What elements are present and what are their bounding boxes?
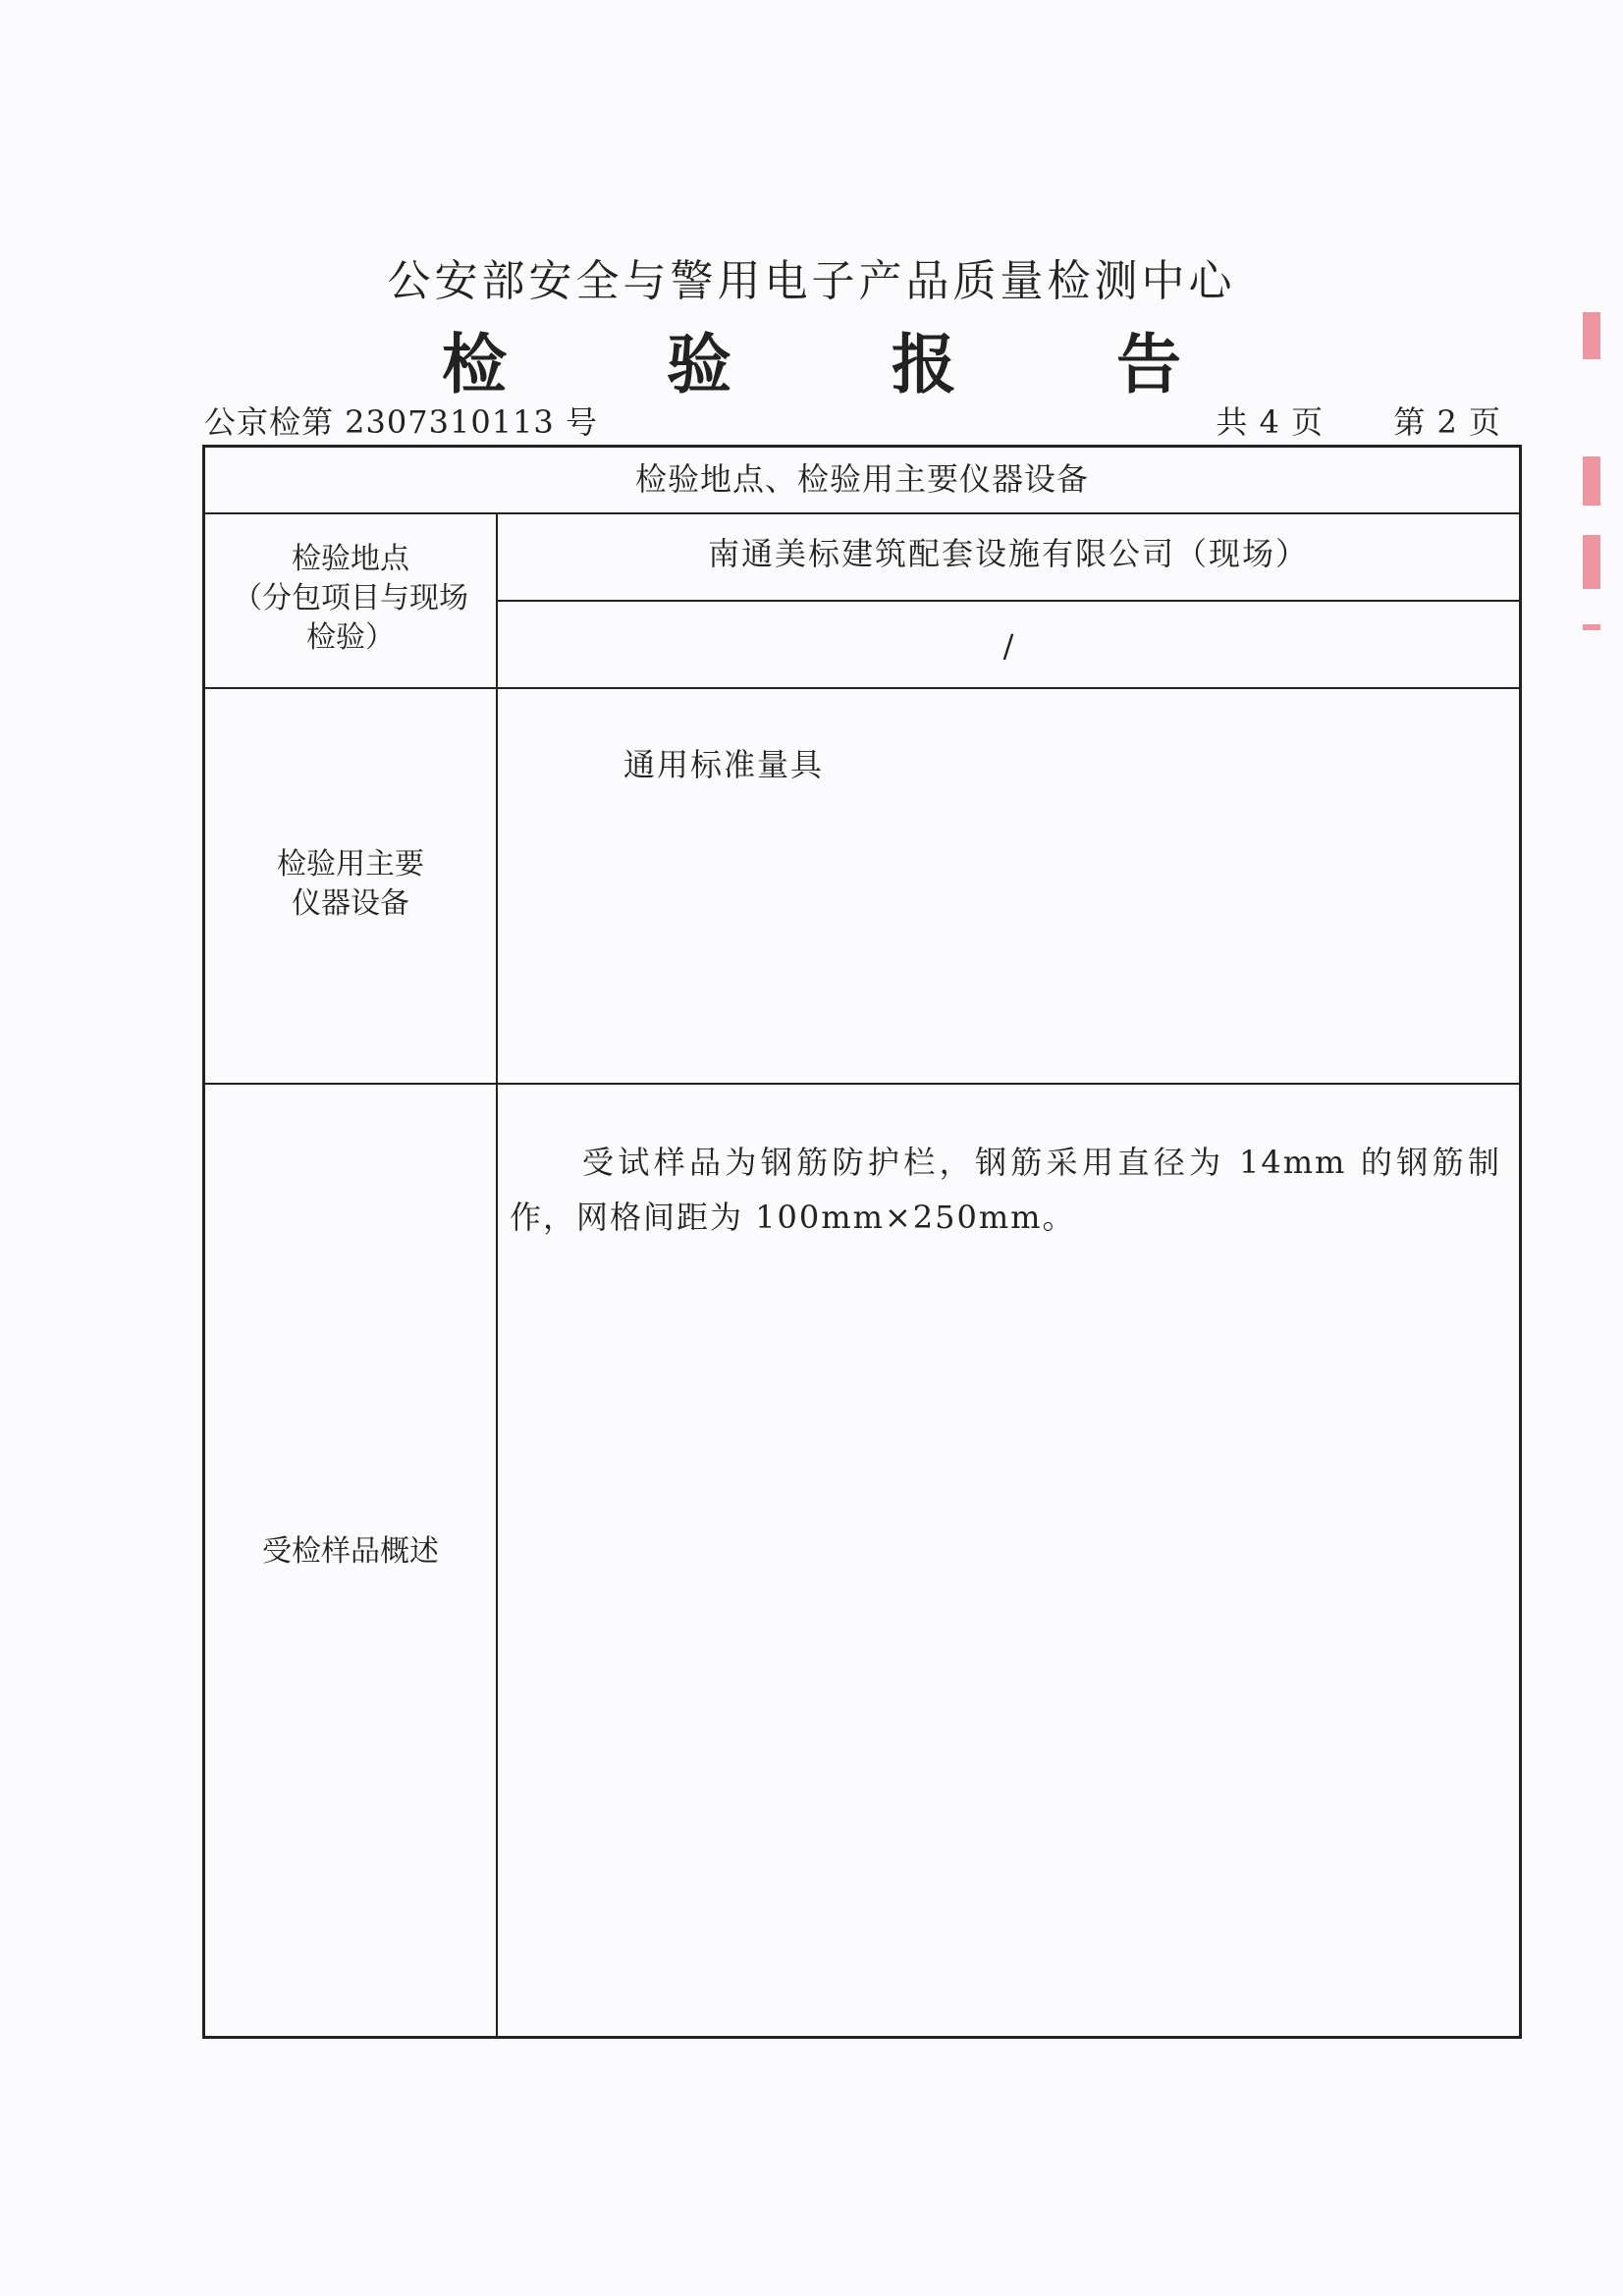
total-pages: 共 4 页: [1216, 403, 1325, 441]
location-value: 南通美标建筑配套设施有限公司（现场）: [707, 535, 1309, 572]
report-number: 公京检第 2307310113 号: [204, 403, 598, 441]
subcontract-value: /: [1002, 627, 1014, 665]
divider: [205, 512, 1519, 514]
equipment-value: 通用标准量具: [623, 746, 825, 783]
seal-mark: [1583, 456, 1600, 506]
divider: [498, 600, 1519, 602]
equipment-label: 检验用主要 仪器设备: [277, 847, 424, 921]
sample-label: 受检样品概述: [262, 1534, 439, 1569]
column-divider: [496, 512, 498, 2036]
organization-title: 公安部安全与警用电子产品质量检测中心: [387, 256, 1236, 306]
report-title: 检 验 报 告: [442, 326, 1250, 402]
divider: [205, 1083, 1519, 1085]
report-table: [202, 445, 1522, 2039]
section-title: 检验地点、检验用主要仪器设备: [634, 460, 1089, 498]
divider: [205, 687, 1519, 689]
page-info: [1202, 398, 1501, 443]
seal-mark: [1583, 312, 1600, 359]
sample-description: 受试样品为钢筋防护栏，钢筋采用直径为 14mm 的钢筋制作，网格间距为 100mm×250mm。: [510, 1144, 1501, 1236]
seal-mark: [1583, 535, 1600, 589]
location-label: 检验地点 （分包项目与现场 检验）: [233, 542, 468, 655]
seal-mark: [1583, 624, 1600, 630]
current-page: 第 2 页: [1393, 403, 1501, 441]
